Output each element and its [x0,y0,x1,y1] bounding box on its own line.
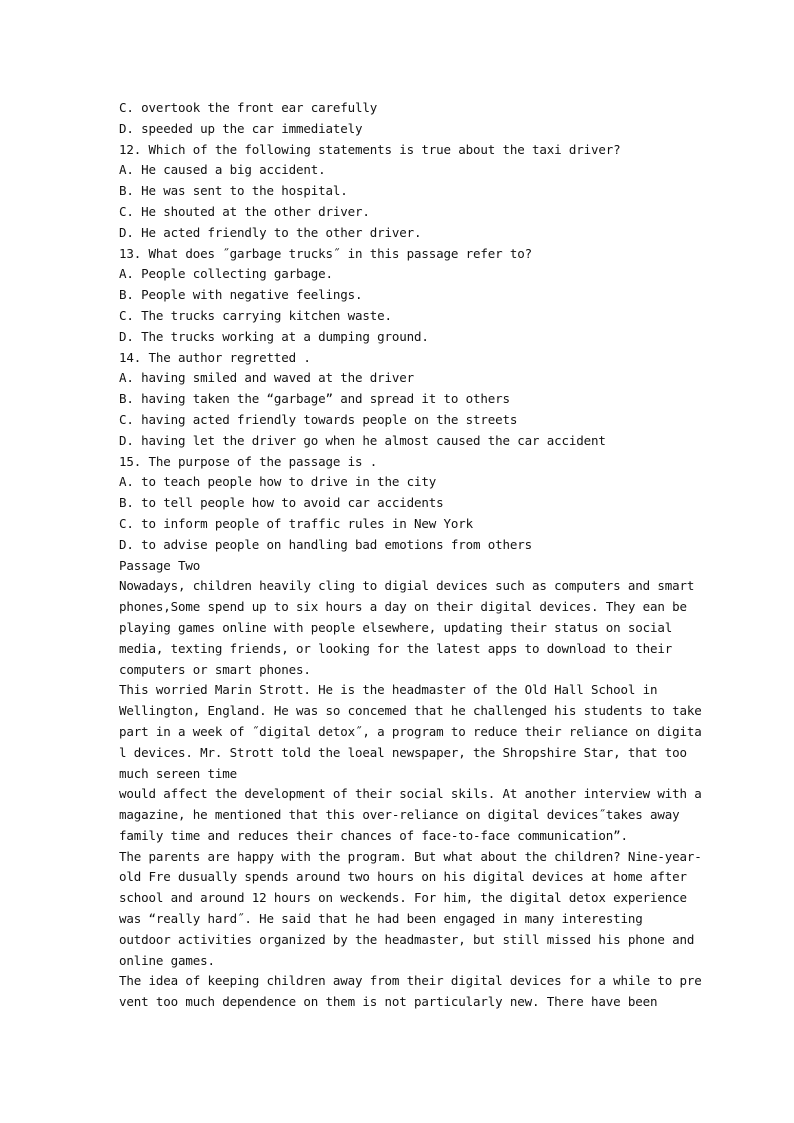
text-line: B. having taken the “garbage” and spread it to others [119,391,510,407]
text-line: magazine, he mentioned that this over-reliance on digital devices˝takes away [119,807,680,823]
text-line: A. He caused a big accident. [119,162,326,178]
text-line: media, texting friends, or looking for the latest apps to download to their [119,640,673,656]
text-line: school and around 12 hours on weckends. For him, the digital detox experience [119,890,687,906]
text-line: A. to teach people how to drive in the city [119,474,437,490]
text-line: 12. Which of the following statements is true about the taxi driver? [119,141,621,157]
text-line: l devices. Mr. Strott told the loeal newspaper, the Shropshire Star, that too [119,744,687,760]
text-line: C. He shouted at the other driver. [119,203,370,219]
text-line: C. having acted friendly towards people on the streets [119,411,518,427]
text-line: computers or smart phones. [119,661,311,677]
text-line: family time and reduces their chances of face-to-face communication”. [119,827,628,843]
text-line: C. The trucks carrying kitchen waste. [119,307,392,323]
text-line: old Fre dusually spends around two hours on his digital devices at home after [119,869,687,885]
text-line: A. People collecting garbage. [119,266,333,282]
text-line: B. to tell people how to avoid car accidents [119,495,444,511]
text-line: A. having smiled and waved at the driver [119,370,415,386]
text-line: 15. The purpose of the passage is . [119,453,378,469]
text-line: B. He was sent to the hospital. [119,183,348,199]
text-line: D. having let the driver go when he almost caused the car accident [119,432,606,448]
text-line: 14. The author regretted . [119,349,311,365]
text-line: The parents are happy with the program. But what about the children? Nine-year- [119,848,702,864]
text-line: B. People with negative feelings. [119,287,363,303]
text-line: much sereen time [119,765,238,781]
text-line: playing games online with people elsewhere, updating their status on social [119,619,673,635]
text-line: Passage Two [119,557,201,573]
text-line: would affect the development of their social skils. At another interview with a [119,786,702,802]
document-body [119,98,702,1013]
text-line: D. speeded up the car immediately [119,120,363,136]
text-line: Wellington, England. He was so concemed that he challenged his students to take [119,703,702,719]
text-line: part in a week of ˝digital detox˝, a program to reduce their reliance on digita [119,723,702,739]
text-line: Nowadays, children heavily cling to digial devices such as computers and smart [119,578,695,594]
text-line: 13. What does ˝garbage trucks˝ in this passage refer to? [119,245,533,261]
text-line: C. overtook the front ear carefully [119,100,378,115]
text-line: was “really hard˝. He said that he had been engaged in many interesting [119,911,643,927]
text-line: D. He acted friendly to the other driver. [119,224,422,240]
text-line: This worried Marin Strott. He is the headmaster of the Old Hall School in [119,682,658,698]
text-line: phones,Some spend up to six hours a day on their digital devices. They ean be [119,599,687,615]
text-line: vent too much dependence on them is not particularly new. There have been [119,994,658,1010]
text-line: The idea of keeping children away from their digital devices for a while to pre [119,973,702,989]
text-line: D. to advise people on handling bad emotions from others [119,536,533,552]
text-line: D. The trucks working at a dumping ground. [119,328,429,344]
text-line: C. to inform people of traffic rules in New York [119,515,474,531]
text-line: online games. [119,952,215,968]
text-line: outdoor activities organized by the headmaster, but still missed his phone and [119,931,695,947]
